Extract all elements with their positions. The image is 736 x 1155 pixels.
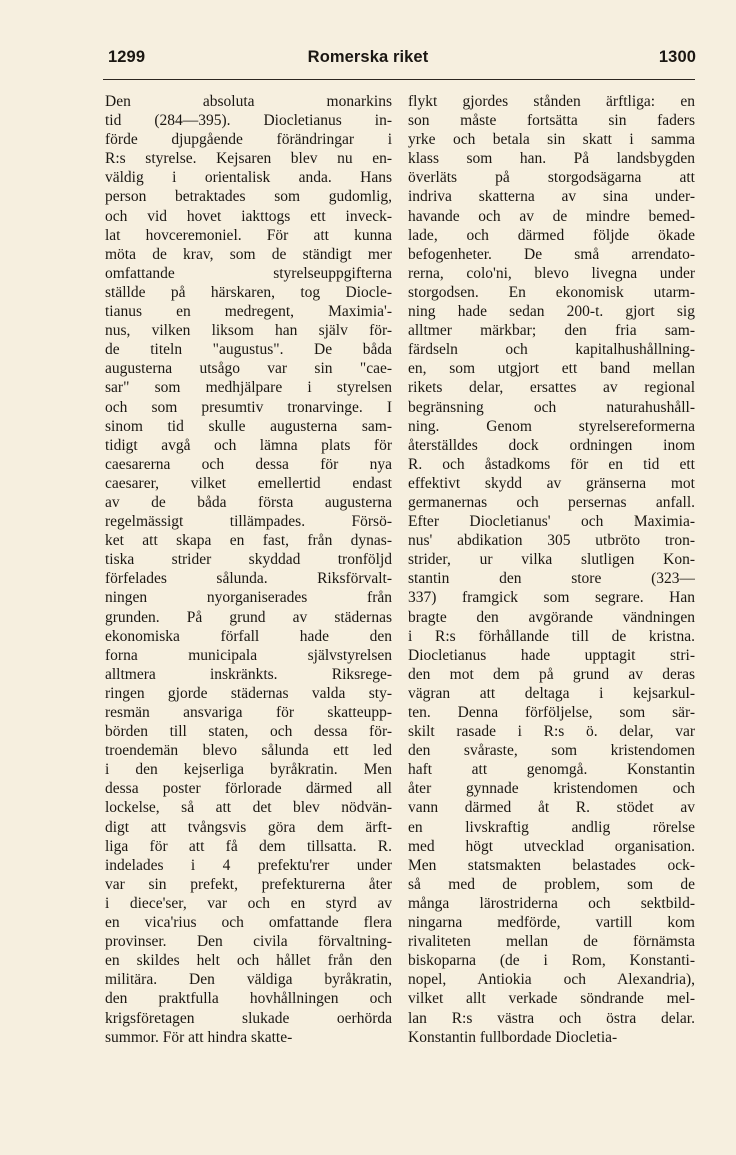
text-line: vilket allt verkade söndrande mel- [408,990,695,1008]
text-line: biskoparna (de i Rom, Konstanti- [408,952,695,970]
text-line: effektivt skydd av gränserna mot [408,474,695,492]
text-line: storgodsen. En ekonomisk utarm- [408,283,695,301]
text-line: åter gynnade kristendomen och [408,780,695,798]
page-number-left: 1299 [108,48,146,66]
text-line: nus' abdikation 305 utbröto tron- [408,532,695,550]
text-line: så med de problem, som de [408,875,695,893]
text-line: i diece'ser, var och en styrd av [105,894,392,912]
text-line: grunden. På grund av städernas [105,608,392,626]
running-title: Romerska riket [307,48,429,66]
text-line: haft att genomgå. Konstantin [408,761,695,779]
text-line: lat hovceremoniel. För att kunna [105,226,392,244]
text-line: germanernas och persernas anfall. [408,493,695,511]
text-line: rivaliteten mellan de förnämsta [408,933,695,951]
text-line: ekonomiska förfall hade den [105,627,392,645]
text-line: återställdes dock ordningen inom [408,436,695,454]
text-line: alltmera inskränkts. Riksrege- [105,665,392,683]
text-line: klass som han. På landsbygden [408,150,695,168]
text-line: son måste fortsätta sin faders [408,112,695,130]
text-line: havande och av de mindre bemed- [408,207,695,225]
text-line: ten. Denna förföljelse, som sär- [408,704,695,721]
text-line: väldig i orientalisk anda. Hans [105,169,392,187]
text-line: augusterna utsågo var sin "cae- [105,360,392,378]
text-line: färdseln och kapitalhushållning- [408,341,695,359]
text-line: en, som utgjort ett band mellan [408,360,695,378]
text-line: den praktfulla hovhållningen och [105,990,392,1008]
text-line: en vica'rius och omfattande flera [105,914,392,932]
text-line: krigsföretagen slukade oerhörda [105,1009,392,1027]
text-line: provinser. Den civila förvaltning- [105,933,392,951]
text-line: rerna, colo'ni, blevo livegna under [408,264,695,282]
text-line: Konstantin fullbordade Diocletia- [408,1028,618,1046]
text-line: dessa poster förlorade därmed all [105,780,392,798]
text-line: resmän ansvariga för skatteupp- [105,704,392,721]
header-rule [103,79,695,80]
text-line: nopel, Antiokia och Alexandria), [408,971,695,989]
text-line: ket att skapa en fast, från dynas- [105,532,392,550]
text-line: forna municipala självstyrelsen [105,646,392,664]
text-line: omfattande styrelseuppgifterna [105,264,392,282]
text-line: alltmer märkbar; den fria sam- [408,322,695,340]
text-line: vägran att deltaga i kejsarkul- [408,684,695,702]
text-line: caesarerna och dessa för nya [105,455,392,473]
text-line: tid (284—395). Diocletianus in- [105,112,392,130]
text-line: flykt gjordes stånden ärftliga: en [408,93,695,110]
text-line: Efter Diocletianus' och Maximia- [408,513,695,531]
text-line: den svåraste, som kristendomen [408,742,695,760]
text-line: ningen nyorganiserades från [105,589,392,607]
text-line: lade, och därmed följde ökade [408,226,695,244]
text-line: militära. Den väldiga byråkratin, [105,971,392,989]
text-line: ning hade sedan 200-t. gjort sig [408,303,695,321]
text-line: förfelades sålunda. Riksförvalt- [105,570,392,588]
text-line: en livskraftig andlig rörelse [408,818,695,836]
text-line: möta de krav, som de ständigt mer [105,245,392,263]
text-line: och som presumtiv tronarvinge. I [105,398,392,416]
text-line: regelmässigt tillämpades. Försö- [105,513,392,531]
text-line: sinom tid skulle augusterna sam- [105,417,392,435]
text-line: vann därmed åt R. stödet av [408,799,695,817]
text-line: 337) framgick som segrare. Han [408,589,695,607]
page-header [0,48,736,74]
text-line: den mot dem på grund av deras [408,665,695,683]
text-line: tianus en medregent, Maximia'- [105,303,392,321]
text-line: troendemän blevo sålunda ett led [105,742,392,760]
text-line: R. och åstadkoms för en tid ett [408,455,695,473]
text-line: skilt rasade i R:s ö. delar, var [408,723,695,741]
text-line: överläts på storgodsägarna att [408,169,695,187]
text-line: bragte den avgörande vändningen [408,608,695,626]
text-line: ning. Genom styrelsereformerna [408,417,695,435]
text-line: liga för att få dem tillsatta. R. [105,837,392,855]
text-line: ringen gjorde städernas valda sty- [105,684,392,702]
page-number-right: 1300 [658,48,696,66]
text-line: befogenheter. De små arrendato- [408,245,695,263]
text-line: ställde på härskaren, tog Diocle- [105,283,392,301]
text-line: och vid hovet iakttogs ett inveck- [105,207,392,225]
text-line: lan R:s västra och östra delar. [408,1009,695,1027]
text-line: strider, ur vilka slutligen Kon- [408,551,695,569]
text-column-left [105,92,392,1047]
text-line: yrke och betala sin skatt i samma [408,131,695,149]
text-line: sar" som medhjälpare i styrelsen [105,379,392,397]
text-line: många lärostriderna och sektbild- [408,894,695,912]
text-line: caesarer, vilket emellertid endast [105,474,392,492]
text-line: ningarna medförde, vartill kom [408,914,695,932]
text-line: de titeln "augustus". De båda [105,341,392,359]
text-line: R:s styrelse. Kejsaren blev nu en- [105,150,392,168]
text-line: lockelse, så att det blev nödvän- [105,799,392,817]
text-line: begränsning och naturahushåll- [408,398,695,416]
text-line: indelades i 4 prefektu'rer under [105,856,392,874]
text-column-right [408,92,695,1047]
text-line: nus, vilken liksom han själv för- [105,322,392,340]
text-line: Diocletianus hade upptagit stri- [408,646,695,664]
text-line: i den kejserliga byråkratin. Men [105,761,392,779]
text-line: tidigt avgå och lämna plats för [105,436,392,454]
text-line: indriva skatterna av sina under- [408,188,695,206]
text-line: tiska strider skyddad tronföljd [105,551,392,569]
text-line: var sin prefekt, prefekturerna åter [105,875,392,893]
text-line: förde djupgående förändringar i [105,131,392,149]
text-line: summor. För att hindra skatte- [105,1028,293,1046]
text-line: börden till staten, och dessa för- [105,723,392,741]
text-line: med högt utvecklad organisation. [408,837,695,855]
text-line: rikets delar, ersattes av regional [408,379,695,397]
text-line: i R:s förhållande till de kristna. [408,627,695,645]
text-line: stantin den store (323— [408,570,695,588]
text-line: en skildes helt och hållet från den [105,952,392,970]
text-line: digt att tvångsvis göra dem ärft- [105,818,392,836]
text-line: person betraktades som gudomlig, [105,188,392,206]
text-line: Den absoluta monarkins [105,93,392,110]
text-line: av de båda första augusterna [105,493,392,511]
text-line: Men statsmakten belastades ock- [408,856,695,874]
